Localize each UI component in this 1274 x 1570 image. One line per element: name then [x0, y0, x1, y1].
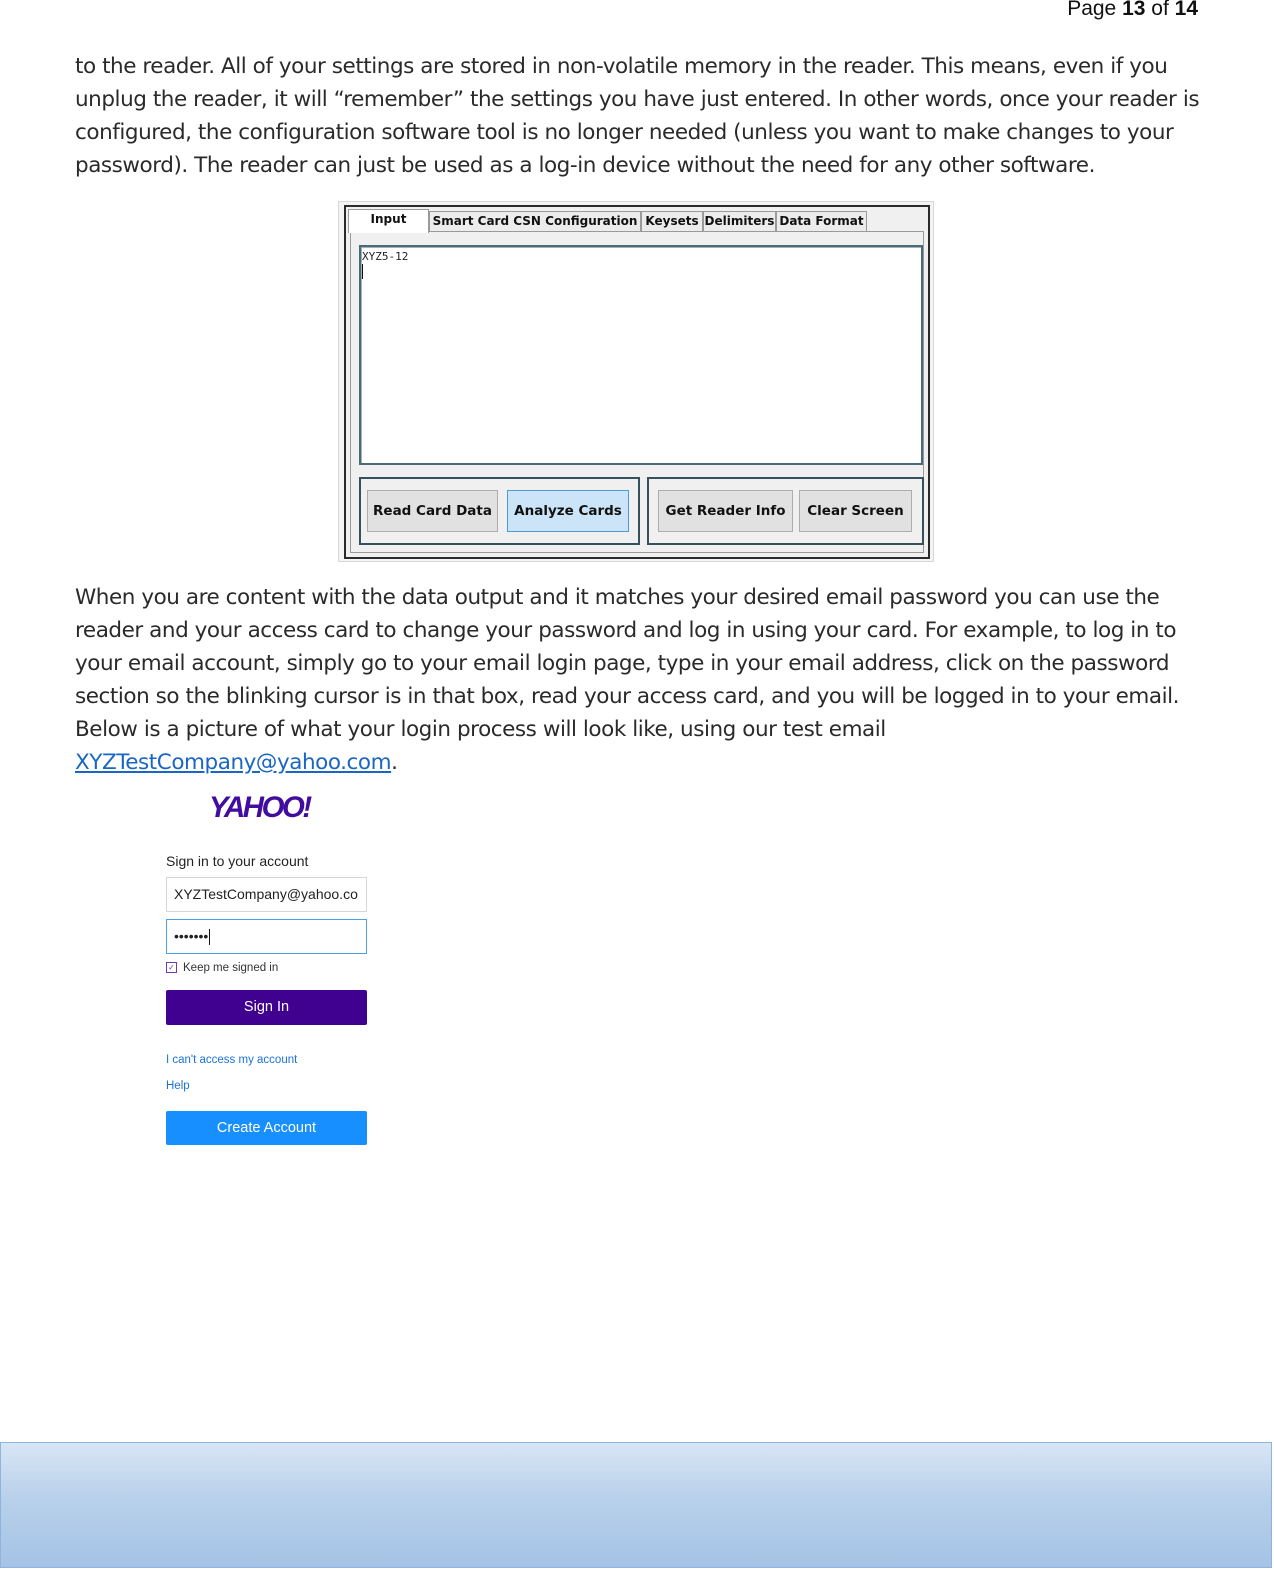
footer-band [0, 1442, 1272, 1568]
yahoo-logo: YAHOO! [209, 791, 310, 824]
clear-screen-button[interactable]: Clear Screen [799, 490, 912, 532]
body-paragraph-2: When you are content with the data output and it matches your desired email password you can use the reader and your access card to change your password and log in using your card. For example, to log in to your email account, simply go to your email login page, type in your email address, click on the password section so the blinking cursor is in that box, read your access card, and you will be logged in to your email. Below is a picture of what your login process will look like, using our test email XYZTestCompany@yahoo.com. [75, 585, 1180, 775]
cant-access-account-link[interactable]: I can't access my account [166, 1054, 298, 1066]
tab-smart-card-csn-configuration[interactable]: Smart Card CSN Configuration [429, 211, 641, 231]
text-cursor [362, 264, 363, 279]
card-data-output[interactable] [359, 245, 923, 465]
sign-in-button[interactable]: Sign In [166, 990, 367, 1025]
text-cursor [209, 929, 210, 945]
tab-delimiters[interactable]: Delimiters [703, 211, 776, 231]
password-mask: ••••••• [174, 928, 209, 944]
email-field[interactable]: XYZTestCompany@yahoo.co [166, 877, 367, 912]
keep-signed-in-checkbox[interactable]: ✓ [166, 962, 177, 973]
keep-signed-in-row [166, 962, 278, 974]
read-card-data-button[interactable]: Read Card Data [367, 490, 498, 532]
signin-title: Sign in to your account [166, 853, 309, 869]
body-paragraph-1: to the reader. All of your settings are stored in non-volatile memory in the reader. This means, even if you unplug the reader, it will “remember” the settings you have just entered. In other words, once your reader is configured, the configuration software tool is no longer needed (unless you want to make changes to your password). The reader can just be used as a log-in device without the need for any other software. [75, 54, 1200, 178]
config-tool-screenshot [338, 201, 934, 562]
password-field[interactable] [166, 919, 367, 954]
create-account-button[interactable]: Create Account [166, 1111, 367, 1145]
tab-data-format[interactable]: Data Format [776, 211, 867, 231]
get-reader-info-button[interactable]: Get Reader Info [658, 490, 793, 532]
config-tool-window [344, 205, 930, 559]
help-link[interactable]: Help [166, 1080, 190, 1092]
test-email-link[interactable]: XYZTestCompany@yahoo.com [75, 750, 392, 775]
input-tab-panel [350, 231, 924, 553]
reader-button-group [647, 477, 924, 545]
keep-signed-in-label: Keep me signed in [183, 962, 279, 974]
card-button-group [359, 477, 640, 545]
tab-keysets[interactable]: Keysets [641, 211, 703, 231]
page-number: Page 13 of 14 [1067, 0, 1198, 20]
tab-input[interactable]: Input [348, 209, 429, 233]
analyze-cards-button[interactable]: Analyze Cards [507, 490, 629, 532]
output-text: XYZ5-12 [362, 250, 409, 263]
